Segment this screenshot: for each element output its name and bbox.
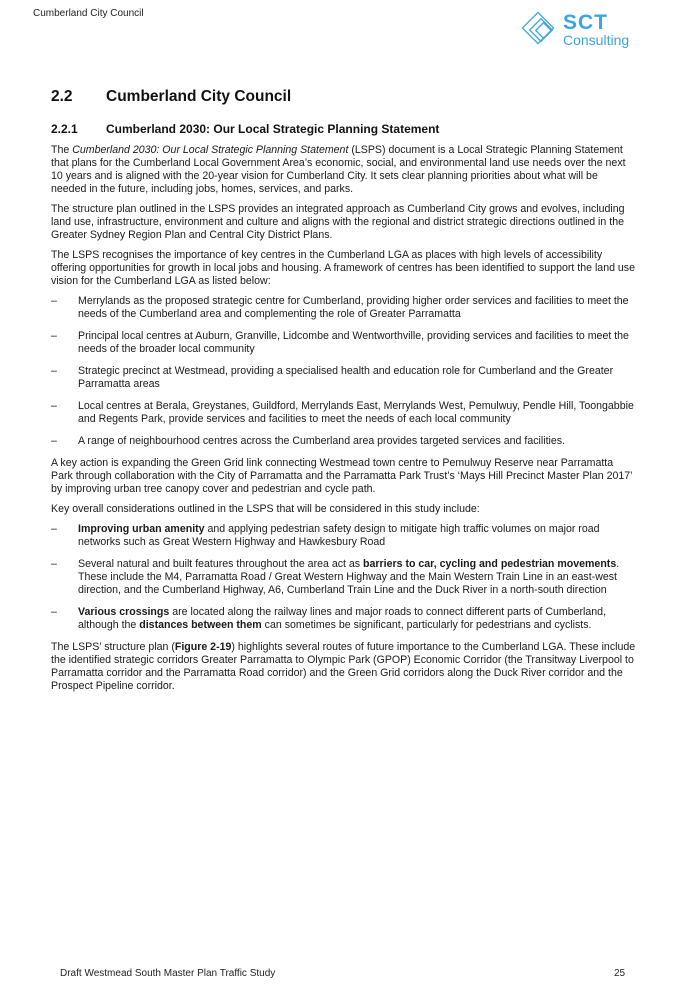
running-header: Cumberland City Council — [33, 8, 144, 19]
paragraph-4: A key action is expanding the Green Grid link connecting Westmead town centre to Pemulwuy Reserve near Parramatta Park through collaboration with the City of Parramatta and the Parramatta Park Trust’s ‘Mays Hill Precinct Master Plan 2017’ by improving urban tree canopy cover and pedestrian and cycle path. — [51, 457, 633, 495]
document-title-italic: Cumberland 2030: Our Local Strategic Planning Statement — [72, 144, 349, 156]
list-item: – Principal local centres at Auburn, Granville, Lidcombe and Wentworthville, providing services and facilities to meet the needs of the broader local community — [51, 330, 636, 356]
list-item: – Several natural and built features throughout the area act as barriers to car, cycling and pedestrian movements. These include the M4, Parramatta Road / Great Western Highway and the Main Western Train Line in an east-west direction, and the Cumberland Highway, A6, Cumberland Train Line and the Duck River in a north-south direction — [51, 558, 636, 597]
logo-text-sct: SCT — [563, 11, 608, 34]
footer-document-title: Draft Westmead South Master Plan Traffic Study — [60, 968, 276, 979]
section-number: 2.2 — [51, 88, 73, 105]
sct-consulting-logo — [518, 8, 648, 52]
list-item: – Various crossings are located along the railway lines and major roads to connect different parts of Cumberland, although the distances between them can sometimes be significant, particularly for pedestrians and cyclists. — [51, 606, 636, 632]
section-heading — [51, 88, 636, 106]
logo-text-consulting: Consulting — [563, 32, 630, 48]
subsection-number: 2.2.1 — [51, 122, 78, 136]
figure-reference: Figure 2-19 — [174, 641, 232, 653]
paragraph-2: The structure plan outlined in the LSPS provides an integrated approach as Cumberland City grows and evolves, including land use, infrastructure, environment and culture and aligns with the regional and district strategic directions outlined in the Greater Sydney Region Plan and Central City District Plans. — [51, 203, 625, 241]
page-number: 25 — [614, 968, 626, 979]
list-item: – Merrylands as the proposed strategic centre for Cumberland, providing higher order services and facilities to meet the needs of the Cumberland area and complementing the role of Greater Parramatta — [51, 295, 636, 321]
logo-diamond-icon — [518, 8, 564, 52]
list-item: – Strategic precinct at Westmead, providing a specialised health and education role for Cumberland and the Greater Parramatta areas — [51, 365, 636, 391]
paragraph-3: The LSPS recognises the importance of key centres in the Cumberland LGA as places with high levels of accessibility offering opportunities for growth in local jobs and housing. A framework of centres has been identified to support the land use vision for the Cumberland LGA as listed below: — [51, 249, 636, 287]
paragraph-6: The LSPS’ structure plan (Figure 2-19) highlights several routes of future importance to the Cumberland LGA. These include the identified strategic corridors Greater Parramatta to Olympic Park (GPOP) Economic Corridor (the Transitway Liverpool to Parramatta corridor and the Parramatta Road corridor) and the Green Grid corridors along the Duck River corridor and the Prospect Pipeline corridor. — [51, 641, 636, 692]
subsection-title: Cumberland 2030: Our Local Strategic Planning Statement — [106, 122, 440, 136]
document-body — [51, 88, 636, 700]
list-item: – Improving urban amenity and applying pedestrian safety design to mitigate high traffic volumes on major road networks such as Great Western Highway and Hawkesbury Road — [51, 523, 636, 549]
section-title: Cumberland City Council — [106, 88, 292, 105]
paragraph-5: Key overall considerations outlined in the LSPS that will be considered in this study include: — [51, 503, 480, 515]
considerations-list — [51, 523, 636, 632]
subsection-heading — [51, 122, 636, 136]
list-item: – A range of neighbourhood centres across the Cumberland area provides targeted services and facilities. — [51, 435, 636, 448]
paragraph-1: The Cumberland 2030: Our Local Strategic Planning Statement (LSPS) document is a Local Strategic Planning Statement that plans for the Cumberland Local Government Area’s economic, social, and environmental land use needs over the next 10 years and is aligned with the 20-year vision for Cumberland City. It sets clear planning priorities about what will be needed in the future, including jobs, homes, services, and parks. — [51, 144, 626, 195]
centres-list — [51, 295, 636, 448]
list-item: – Local centres at Berala, Greystanes, Guildford, Merrylands East, Merrylands West, Pemulwuy, Pendle Hill, Toongabbie and Regents Park, provide services and facilities to meet the needs of each local community — [51, 400, 636, 426]
